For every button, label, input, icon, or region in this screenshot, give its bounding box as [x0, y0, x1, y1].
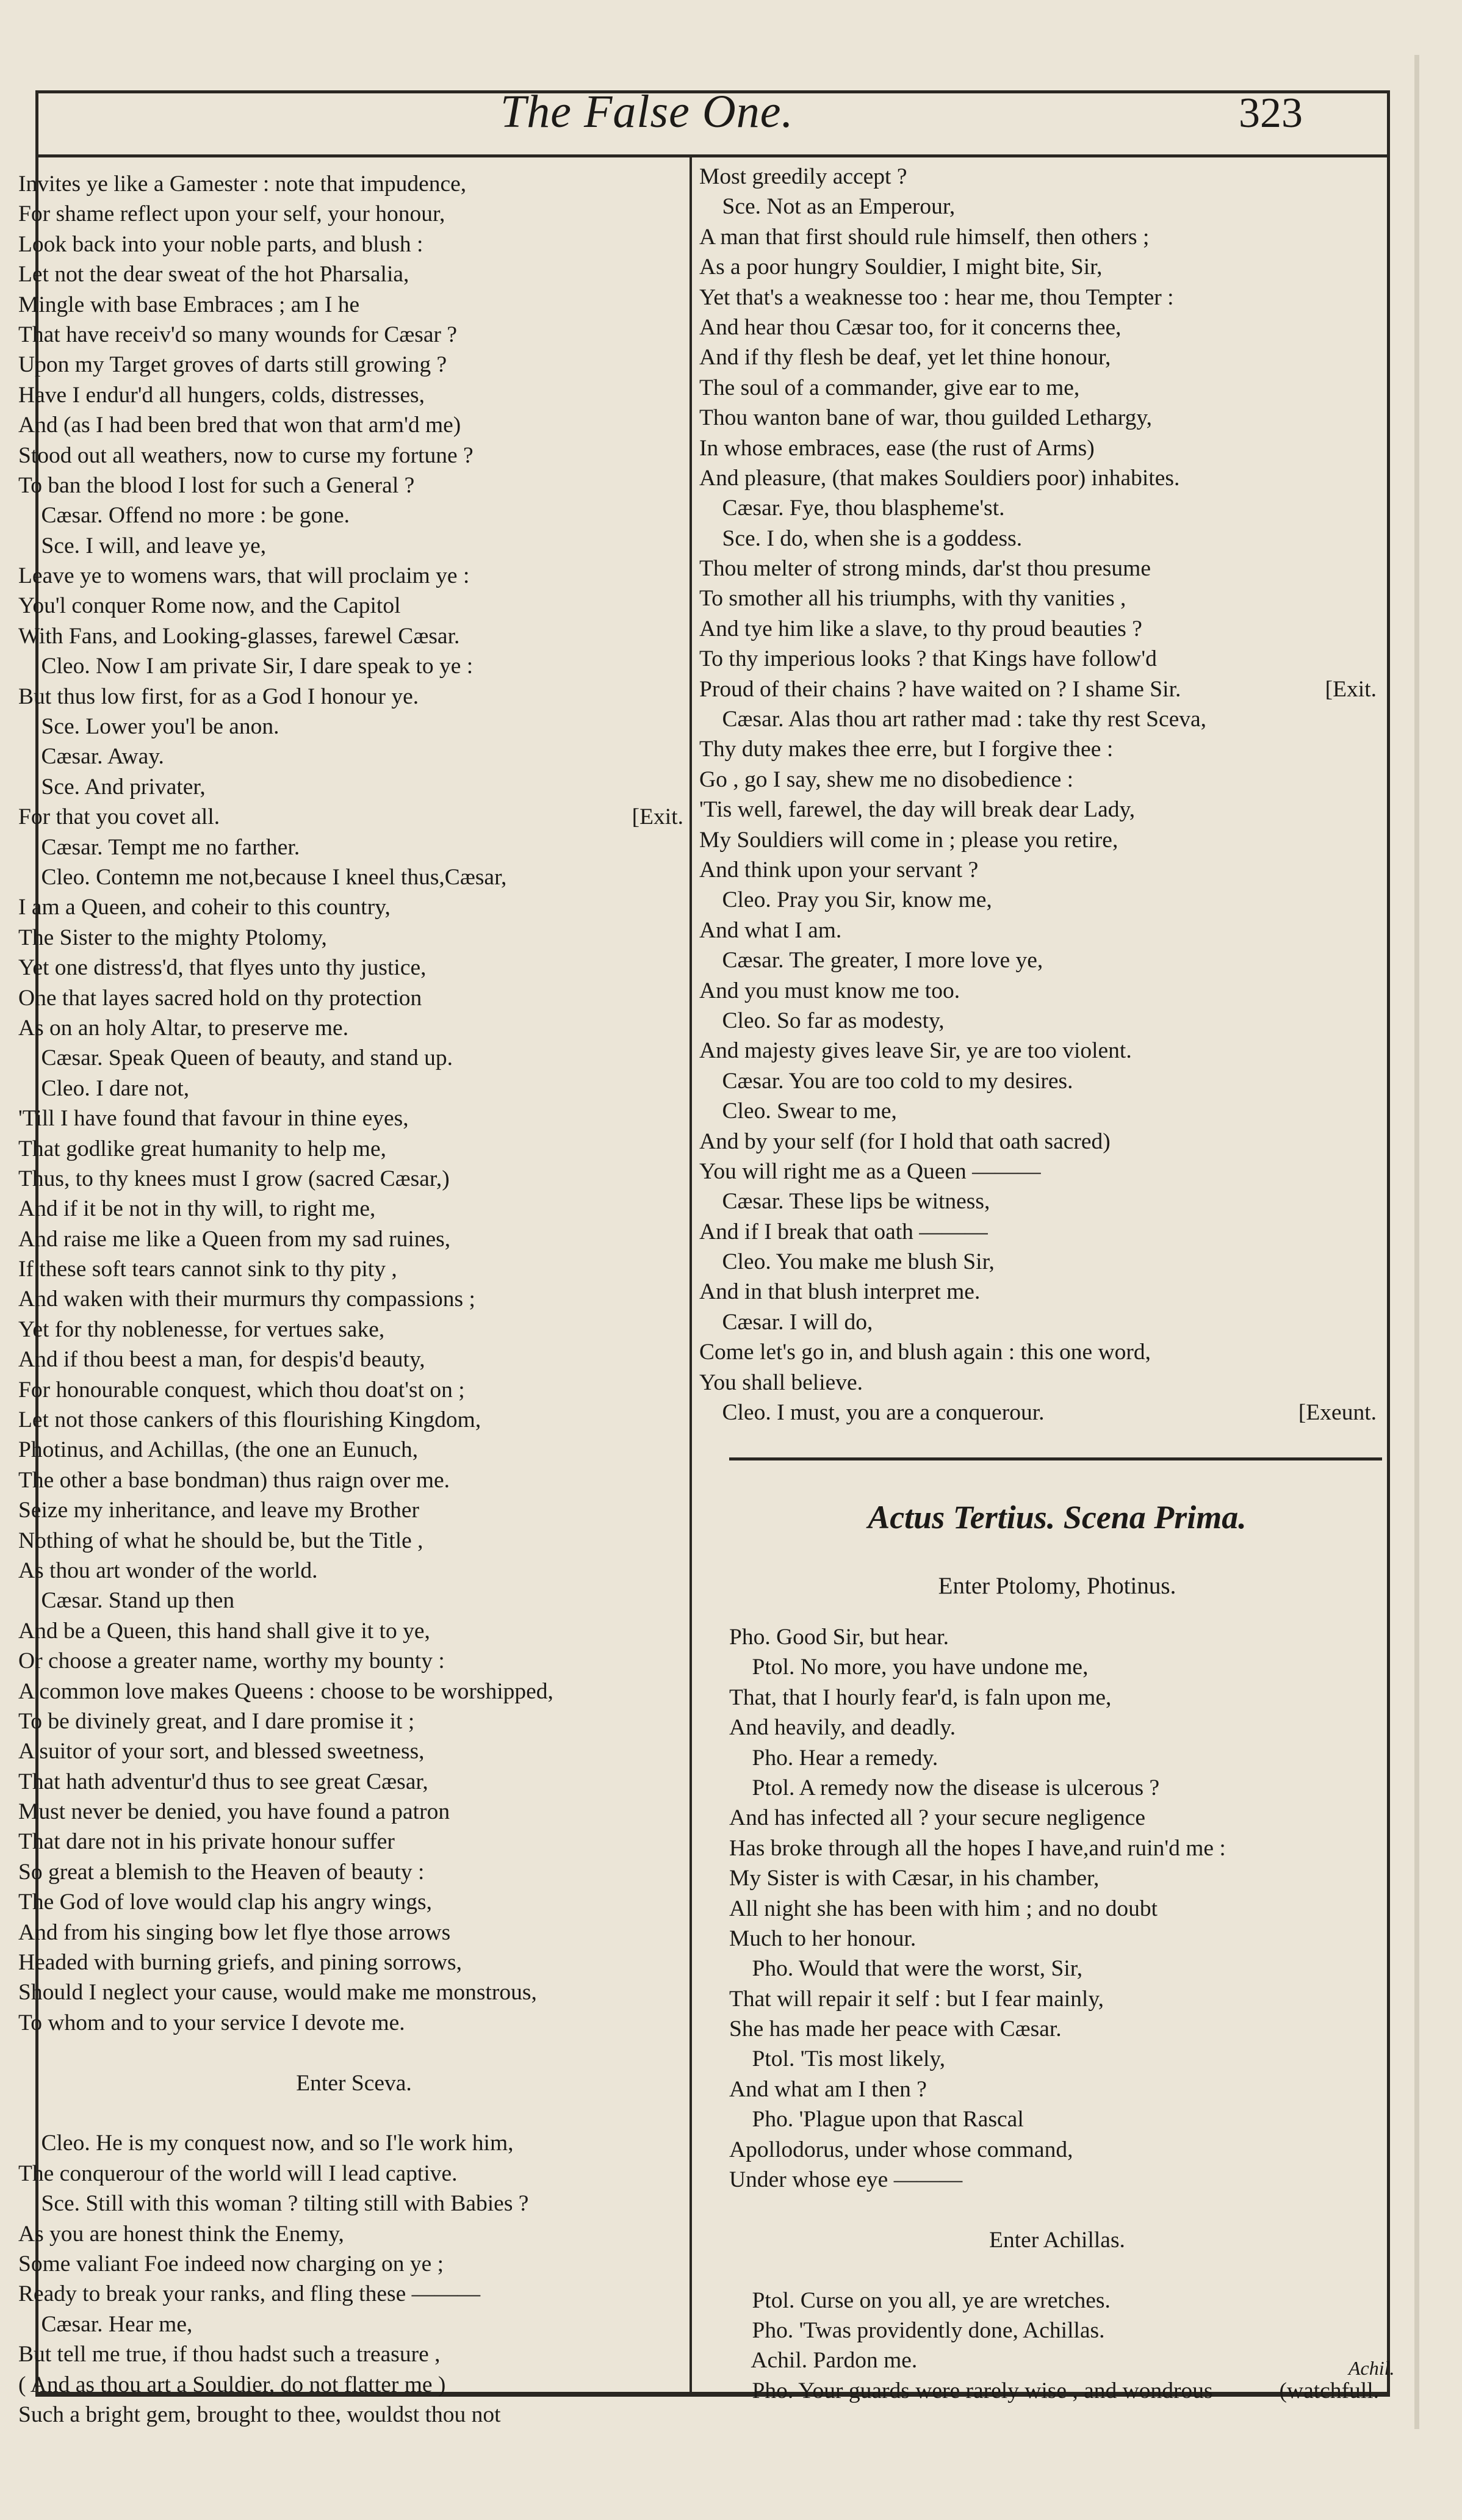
text-line: A man that first should rule himself, then others ; [699, 224, 1150, 250]
text-line: To ban the blood I lost for such a General ? [18, 472, 415, 498]
text-line: So great a blemish to the Heaven of beauty : [18, 1859, 425, 1885]
text-line: Most greedily accept ? [699, 164, 907, 189]
stage-direction-enter: Enter Ptolomy, Photinus. [938, 1573, 1176, 1599]
text-line: Cæsar. Alas thou art rather mad : take thy rest Sceva, [699, 707, 1207, 732]
text-line: If these soft tears cannot sink to thy pity , [18, 1257, 397, 1282]
text-line: As a poor hungry Souldier, I might bite, Sir, [699, 255, 1103, 280]
text-line: With Fans, and Looking-glasses, farewel Cæsar. [18, 623, 460, 649]
text-line: And has infected all ? your secure negligence [729, 1805, 1145, 1831]
text-line: You'l conquer Rome now, and the Capitol [18, 593, 401, 619]
text-line: My Souldiers will come in ; please you retire, [699, 827, 1118, 853]
text-line: Cæsar. Stand up then [18, 1588, 235, 1614]
text-line: And if thou beest a man, for despis'd beauty, [18, 1347, 425, 1373]
text-line: Cleo. You make me blush Sir, [699, 1249, 995, 1275]
exit-direction: [Exit. [632, 804, 683, 830]
page-edge-shadow [1414, 55, 1419, 2429]
text-line: And hear thou Cæsar too, for it concerns thee, [699, 314, 1122, 340]
text-line: And majesty gives leave Sir, ye are too violent. [699, 1038, 1132, 1064]
scene-separator-rule [729, 1457, 1382, 1460]
text-line: In whose embraces, ease (the rust of Arms) [699, 435, 1095, 461]
exit-direction: [Exit. [1325, 676, 1377, 702]
text-line: Cæsar. Tempt me no farther. [18, 834, 300, 860]
text-line: And you must know me too. [699, 978, 960, 1003]
text-line: And if it be not in thy will, to right me, [18, 1196, 376, 1222]
text-line: You will right me as a Queen ——— [699, 1158, 1041, 1184]
act-heading: Actus Tertius. Scena Prima. [868, 1499, 1247, 1536]
text-line: Pho. Hear a remedy. [729, 1745, 938, 1771]
text-line: Cleo. Contemn me not,because I kneel thus,Cæsar, [18, 864, 507, 890]
text-line: A suitor of your sort, and blessed sweetness, [18, 1739, 425, 1764]
text-line: And what I am. [699, 917, 842, 943]
text-line: And tye him like a slave, to thy proud beauties ? [699, 616, 1142, 641]
text-line [729, 2255, 1385, 2285]
page-number: 323 [1239, 90, 1303, 137]
text-line: The Sister to the mighty Ptolomy, [18, 925, 327, 950]
text-line: And by your self (for I hold that oath sacred) [699, 1128, 1111, 1154]
text-line: Cleo. I dare not, [18, 1075, 190, 1101]
text-line: The God of love would clap his angry wings, [18, 1890, 433, 1915]
text-line: Pho. 'Plague upon that Rascal [729, 2107, 1024, 2132]
text-line: Ptol. Curse on you all, ye are wretches. [729, 2287, 1111, 2313]
text-line: Pho. Would that were the worst, Sir, [729, 1956, 1083, 1982]
text-line: Some valiant Foe indeed now charging on ye ; [18, 2251, 444, 2276]
running-title: The False One. [500, 86, 794, 137]
text-line: That have receiv'd so many wounds for Cæsar ? [18, 322, 458, 347]
text-line: Mingle with base Embraces ; am I he [18, 292, 360, 317]
text-line: Let not the dear sweat of the hot Pharsalia, [18, 262, 409, 287]
text-line: As on an holy Altar, to preserve me. [18, 1015, 349, 1041]
text-line: Ptol. A remedy now the disease is ulcerous ? [729, 1775, 1160, 1800]
text-line: That, that I hourly fear'd, is faln upon me, [729, 1684, 1112, 1710]
text-line: ( And as thou art a Souldier, do not flatter me ) [18, 2372, 446, 2397]
text-line: One that layes sacred hold on thy protection [18, 985, 422, 1011]
text-line: As thou art wonder of the world. [18, 1558, 318, 1583]
text-line: Photinus, and Achillas, (the one an Eunuch, [18, 1437, 419, 1463]
text-line: Pho. 'Twas providently done, Achillas. [729, 2317, 1105, 2343]
text-line: Thou melter of strong minds, dar'st thou presume [699, 556, 1151, 582]
text-line: The soul of a commander, give ear to me, [699, 375, 1080, 400]
text-line: I am a Queen, and coheir to this country, [18, 895, 391, 920]
text-line: But thus low first, for as a God I honour ye. [18, 684, 419, 709]
stage-direction: Enter Sceva. [296, 2070, 412, 2096]
text-line: Cleo. I must, you are a conquerour. [Exeunt. [699, 1398, 1383, 1428]
exit-direction: (watchfull. [1279, 2378, 1379, 2403]
text-line: Upon my Target groves of darts still growing ? [18, 352, 447, 378]
text-line: And in that blush interpret me. [699, 1279, 981, 1305]
text-line: Stood out all weathers, now to curse my fortune ? [18, 442, 474, 468]
text-line: 'Till I have found that favour in thine eyes, [18, 1106, 409, 1132]
header-rule [35, 154, 1390, 157]
text-line: Go , go I say, shew me no disobedience : [699, 767, 1074, 792]
text-line: Should I neglect your cause, would make me monstrous, [18, 1980, 537, 2006]
text-line: Headed with burning griefs, and pining sorrows, [18, 1950, 462, 1976]
text-line: Cæsar. Hear me, [18, 2311, 193, 2337]
text-line: And pleasure, (that makes Souldiers poor) inhabites. [699, 465, 1180, 491]
text-line: Leave ye to womens wars, that will proclaim ye : [18, 563, 470, 589]
text-line: Cleo. He is my conquest now, and so I'le work him, [18, 2131, 514, 2156]
text-line: Much to her honour. [729, 1926, 916, 1951]
column-divider [690, 156, 692, 2392]
text-line: For that you covet all. [Exit. [18, 802, 690, 832]
catchword: Achil. [1349, 2357, 1395, 2379]
text-line [18, 2038, 690, 2068]
text-line: Seize my inheritance, and leave my Brother [18, 1498, 420, 1523]
text-line: For honourable conquest, which thou doat'st on ; [18, 1377, 465, 1403]
text-line: The conquerour of the world will I lead captive. [18, 2161, 458, 2186]
text-line: And be a Queen, this hand shall give it to ye, [18, 1618, 430, 1644]
text-line: And (as I had been bred that won that arm'd me) [18, 413, 461, 438]
text-line: Sce. Not as an Emperour, [699, 194, 956, 220]
text-line: Cæsar. The greater, I more love ye, [699, 948, 1043, 973]
text-line: Sce. I do, when she is a goddess. [699, 525, 1023, 551]
text-line: Achil. Pardon me. [729, 2348, 918, 2374]
left-column [18, 169, 690, 2430]
text-line: Cæsar. I will do, [699, 1309, 873, 1335]
text-line: That dare not in his private honour suffer [18, 1829, 395, 1855]
text-line: Proud of their chains ? have waited on ? I shame Sir. [Exit. [699, 674, 1383, 704]
text-line: Cleo. Now I am private Sir, I dare speak to ye : [18, 654, 474, 679]
text-line: A common love makes Queens : choose to be worshipped, [18, 1678, 553, 1704]
text-line: Ptol. 'Tis most likely, [729, 2046, 946, 2072]
text-line: Must never be denied, you have found a patron [18, 1799, 450, 1825]
text-line: Thus, to thy knees must I grow (sacred Cæsar,) [18, 1166, 450, 1191]
text-line: To thy imperious looks ? that Kings have follow'd [699, 646, 1157, 672]
text-line: That hath adventur'd thus to see great Cæsar, [18, 1769, 428, 1794]
text-line: Sce. Lower you'l be anon. [18, 714, 279, 740]
text-line: And think upon your servant ? [699, 857, 979, 883]
text-line: Cæsar. Away. [18, 744, 164, 770]
text-line: Cæsar. These lips be witness, [699, 1189, 990, 1215]
text-line: Yet one distress'd, that flyes unto thy justice, [18, 955, 427, 981]
text-line: Ready to break your ranks, and fling these ——— [18, 2281, 481, 2307]
text-line: She has made her peace with Cæsar. [729, 2016, 1062, 2042]
text-line: That godlike great humanity to help me, [18, 1136, 386, 1161]
text-line: To smother all his triumphs, with thy vanities , [699, 586, 1126, 612]
text-line: Pho. Good Sir, but hear. [729, 1625, 949, 1650]
text-line: And if I break that oath ——— [699, 1219, 988, 1244]
text-line: Sce. And privater, [18, 774, 206, 800]
text-line: Cæsar. You are too cold to my desires. [699, 1068, 1073, 1094]
text-line: All night she has been with him ; and no doubt [729, 1896, 1158, 1921]
text-line: Let not those cankers of this flourishing Kingdom, [18, 1407, 481, 1433]
text-line: As you are honest think the Enemy, [18, 2221, 344, 2247]
text-line: To be divinely great, and I dare promise it ; [18, 1708, 415, 1734]
text-line: Cæsar. Fye, thou blaspheme'st. [699, 496, 1005, 521]
text-line: Yet for thy noblenesse, for vertues sake, [18, 1316, 385, 1342]
text-line: Thy duty makes thee erre, but I forgive thee : [699, 737, 1114, 762]
text-line: That will repair it self : but I fear mainly, [729, 1986, 1104, 2012]
text-line: And heavily, and deadly. [729, 1715, 956, 1741]
text-line: Invites ye like a Gamester : note that impudence, [18, 171, 467, 197]
right-column-top [699, 162, 1383, 1428]
text-line: Under whose eye ——— [729, 2167, 963, 2193]
text-line: Or choose a greater name, worthy my bounty : [18, 1648, 445, 1674]
text-line: Yet that's a weaknesse too : hear me, thou Tempter : [699, 284, 1174, 310]
text-line: You shall believe. [699, 1370, 863, 1395]
text-line: And raise me like a Queen from my sad ruines, [18, 1226, 451, 1252]
exit-direction: [Exeunt. [1298, 1400, 1377, 1426]
text-line: Thou wanton bane of war, thou guilded Lethargy, [699, 405, 1153, 431]
text-line: To whom and to your service I devote me. [18, 2010, 405, 2035]
text-line [18, 2098, 690, 2128]
text-line: Sce. I will, and leave ye, [18, 533, 267, 558]
text-line: Have I endur'd all hungers, colds, distresses, [18, 382, 425, 408]
text-line: Ptol. No more, you have undone me, [729, 1655, 1089, 1680]
text-line: Cleo. Pray you Sir, know me, [699, 887, 992, 913]
text-line: 'Tis well, farewel, the day will break dear Lady, [699, 797, 1136, 823]
text-line: My Sister is with Cæsar, in his chamber, [729, 1866, 1100, 1891]
text-line: Such a bright gem, brought to thee, wouldst thou not [18, 2402, 501, 2427]
text-line: And waken with their murmurs thy compassions ; [18, 1287, 475, 1312]
text-line: Cleo. Swear to me, [699, 1099, 897, 1124]
right-column-bottom [729, 1622, 1385, 2406]
text-line: For shame reflect upon your self, your honour, [18, 201, 445, 227]
text-line: Cæsar. Offend no more : be gone. [18, 503, 350, 529]
stage-direction: Enter Achillas. [989, 2227, 1125, 2253]
text-line: Apollodorus, under whose command, [729, 2137, 1073, 2162]
text-line: Has broke through all the hopes I have,and ruin'd me : [729, 1835, 1226, 1861]
text-line: Look back into your noble parts, and blush : [18, 231, 423, 257]
text-line: Nothing of what he should be, but the Title , [18, 1528, 423, 1553]
text-line: Come let's go in, and blush again : this one word, [699, 1340, 1151, 1365]
text-line [729, 2195, 1385, 2225]
text-line: And from his singing bow let flye those arrows [18, 1919, 451, 1945]
text-line: Pho. Your guards were rarely wise , and wondrous (watchfull. [729, 2376, 1385, 2406]
text-line: Sce. Still with this woman ? tilting still with Babies ? [18, 2191, 529, 2217]
text-line: And what am I then ? [729, 2076, 927, 2102]
text-line: And if thy flesh be deaf, yet let thine honour, [699, 345, 1111, 370]
text-line: But tell me true, if thou hadst such a treasure , [18, 2342, 441, 2367]
text-line: Cleo. So far as modesty, [699, 1008, 945, 1033]
text-line: The other a base bondman) thus raign over me. [18, 1467, 450, 1493]
text-line: Cæsar. Speak Queen of beauty, and stand up. [18, 1045, 453, 1071]
